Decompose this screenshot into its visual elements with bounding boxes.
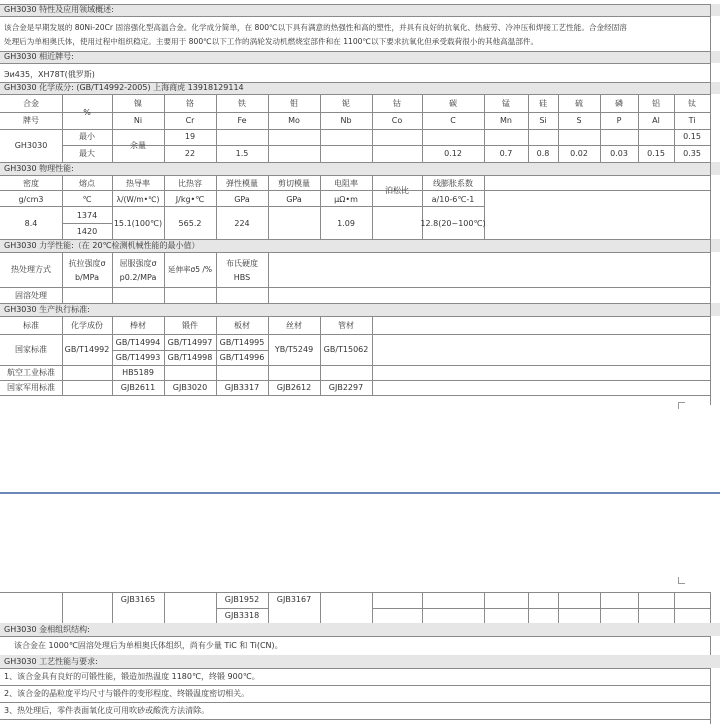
mech-header-tensile-a: 抗拉强度σ xyxy=(68,259,106,268)
std-military: 国家军用标准 xyxy=(7,383,55,392)
chem-max-ti: 0.35 xyxy=(683,149,701,158)
chem-header-cr: Cr xyxy=(185,116,195,125)
std-military-bar: GJB2611 xyxy=(120,383,156,392)
chem-max-p: 0.03 xyxy=(610,149,628,158)
chem-header-p-cn: 磷 xyxy=(615,99,623,108)
chem-max-cr: 22 xyxy=(184,149,196,158)
std-national: 国家标准 xyxy=(15,345,47,354)
chem-header-c-cn: 碳 xyxy=(449,99,457,108)
phys-header-poisson: 泊松比 xyxy=(385,186,409,195)
mech-header-heat-treatment: 热处理方式 xyxy=(11,265,51,274)
mech-header-yield-a: 屈服强度σ xyxy=(119,259,157,268)
chem-header-cr-cn: 铬 xyxy=(186,99,194,108)
page-corner-mark xyxy=(678,402,685,409)
phys-unit-resistivity: μΩ•m xyxy=(334,195,358,204)
section-title-physical: GH3030 物理性能: xyxy=(4,164,74,173)
std-military-wire: GJB2612 xyxy=(276,383,312,392)
chem-header-si: Si xyxy=(539,116,547,125)
chem-header-c: C xyxy=(450,116,456,125)
section-title-standards: GH3030 生产执行标准: xyxy=(4,305,90,314)
std-header-chemistry: 化学成份 xyxy=(71,321,103,330)
std-military-plate: GJB3317 xyxy=(224,383,260,392)
mech-header-elongation: 延伸率σ5 /% xyxy=(167,265,213,274)
std-military-tube: GJB2297 xyxy=(328,383,364,392)
std-national-bar-2: GB/T14993 xyxy=(115,353,161,362)
std-header-wire: 丝材 xyxy=(286,321,302,330)
std-aviation: 航空工业标准 xyxy=(7,368,55,377)
chem-grade: GH3030 xyxy=(14,141,48,150)
chem-header-fe-cn: 铁 xyxy=(238,99,246,108)
phys-unit-specific-heat: J/kg•℃ xyxy=(175,195,205,204)
chem-ni-balance: 余量 xyxy=(130,141,146,150)
chem-header-co: Co xyxy=(391,116,403,125)
process-item-1: 1、该合金具有良好的可锻性能，锻造加热温度 1180℃，终锻 900℃。 xyxy=(4,672,260,681)
phys-unit-density: g/cm3 xyxy=(18,195,44,204)
std-header-tube: 管材 xyxy=(338,321,354,330)
chem-min-label: 最小 xyxy=(79,132,95,141)
std-header-plate: 板材 xyxy=(234,321,250,330)
phys-header-specific-heat: 比热容 xyxy=(178,179,202,188)
cont-plate-1: GJB1952 xyxy=(224,595,260,604)
chem-header-percent: % xyxy=(83,108,91,117)
std-military-forge: GJB3020 xyxy=(172,383,208,392)
section-band xyxy=(0,655,720,668)
std-national-plate-1: GB/T14995 xyxy=(219,338,265,347)
chem-header-ni: Ni xyxy=(133,116,143,125)
phys-unit-shear: GPa xyxy=(286,195,302,204)
phys-header-expansion: 线膨胀系数 xyxy=(433,179,473,188)
chem-header-co-cn: 钴 xyxy=(393,99,401,108)
chem-header-s-cn: 硫 xyxy=(575,99,583,108)
mech-header-tensile-b: b/MPa xyxy=(74,273,100,282)
phys-header-conductivity: 热导率 xyxy=(126,179,150,188)
chem-header-mo: Mo xyxy=(288,116,300,125)
chem-header-al: Al xyxy=(652,116,660,125)
std-header-bar: 棒材 xyxy=(130,321,146,330)
section-title-microstructure: GH3030 金相组织结构: xyxy=(4,625,90,634)
cont-bar: GJB3165 xyxy=(120,595,156,604)
phys-unit-conductivity: λ/(W/m•℃) xyxy=(116,195,160,204)
phys-unit-melting: ℃ xyxy=(82,195,92,204)
chem-header-mn-cn: 锰 xyxy=(502,99,510,108)
phys-elastic: 224 xyxy=(234,219,250,228)
phys-expansion: 12.8(20~100℃) xyxy=(420,219,486,228)
std-national-tube: GB/T15062 xyxy=(323,345,369,354)
section-band xyxy=(0,51,720,63)
chem-header-al-cn: 铝 xyxy=(652,99,660,108)
chem-max-s: 0.02 xyxy=(570,149,588,158)
chem-min-ti: 0.15 xyxy=(683,132,701,141)
overview-line-2: 处理后为单相奥氏体，使用过程中组织稳定。主要用于 800℃以下工作的涡轮发动机燃烧室部件和在 1100℃以下要求抗氧化但承受载荷很小的其他高温部件。 xyxy=(4,37,539,46)
chem-header-ti: Ti xyxy=(688,116,696,125)
section-title-process: GH3030 工艺性能与要求: xyxy=(4,657,98,666)
phys-unit-expansion: a/10-6℃-1 xyxy=(431,195,475,204)
chem-header-fe: Fe xyxy=(237,116,247,125)
mech-solution-treatment: 固溶处理 xyxy=(15,291,47,300)
std-national-wire: YB/T5249 xyxy=(274,345,314,354)
chem-max-c: 0.12 xyxy=(444,149,462,158)
phys-header-elastic: 弹性模量 xyxy=(226,179,258,188)
page-separator xyxy=(0,492,720,494)
chem-header-p: P xyxy=(616,116,622,125)
std-national-forge-2: GB/T14998 xyxy=(167,353,213,362)
section-title-overview: GH3030 特性及应用领域概述: xyxy=(4,5,114,14)
std-national-chem: GB/T14992 xyxy=(64,345,110,354)
phys-header-density: 密度 xyxy=(23,179,39,188)
std-aviation-bar: HB5189 xyxy=(122,368,154,377)
chem-header-mo-cn: 钼 xyxy=(290,99,298,108)
chem-header-grade: 牌号 xyxy=(23,116,39,125)
document-page-2 xyxy=(0,577,720,724)
overview-line-1: 该合金是早期发展的 80Ni-20Cr 固溶强化型高温合金。化学成分简单，在 800℃以下具有满意的热强性和高的塑性，并具有良好的抗氧化、热疲劳、冷冲压和焊接工艺性能。合金经固溶 xyxy=(4,23,627,32)
section-title-mechanical: GH3030 力学性能:（在 20℃检测机械性能的最小值） xyxy=(4,241,200,250)
process-item-2: 2、该合金的晶粒度平均尺寸与锻件的变形程度、终锻温度密切相关。 xyxy=(4,689,250,698)
chem-max-fe: 1.5 xyxy=(235,149,249,158)
chem-header-alloy: 合金 xyxy=(23,99,39,108)
phys-unit-elastic: GPa xyxy=(234,195,250,204)
microstructure-text: 该合金在 1000℃固溶处理后为单相奥氏体组织，尚有少量 TiC 和 Ti(CN)。 xyxy=(14,641,283,650)
phys-header-shear: 剪切模量 xyxy=(278,179,310,188)
section-band xyxy=(0,623,720,636)
mech-header-hardness-b: HBS xyxy=(233,273,251,282)
phys-melt-1: 1374 xyxy=(76,211,98,220)
mech-header-hardness-a: 布氏硬度 xyxy=(226,259,258,268)
chem-header-s: S xyxy=(576,116,582,125)
phys-header-resistivity: 电阻率 xyxy=(334,179,358,188)
chem-header-si-cn: 硅 xyxy=(539,99,547,108)
std-header-forging: 锻件 xyxy=(182,321,198,330)
chem-min-cr: 19 xyxy=(184,132,196,141)
chem-header-ni-cn: 镍 xyxy=(134,99,142,108)
phys-conductivity: 15.1(100℃) xyxy=(113,219,163,228)
chem-header-nb-cn: 铌 xyxy=(342,99,350,108)
similar-grades-value: Эи435，XH78T(俄罗斯) xyxy=(4,70,95,79)
phys-melt-2: 1420 xyxy=(76,227,98,236)
phys-specific-heat: 565.2 xyxy=(178,219,202,228)
phys-density: 8.4 xyxy=(24,219,38,228)
section-band xyxy=(0,303,720,316)
cont-plate-2: GJB3318 xyxy=(224,611,260,620)
process-item-3: 3、热处理后，零件表面氧化皮可用吹砂或酸洗方法清除。 xyxy=(4,706,210,715)
chem-header-mn: Mn xyxy=(500,116,512,125)
chem-max-mn: 0.7 xyxy=(499,149,513,158)
section-band xyxy=(0,162,720,175)
std-national-plate-2: GB/T14996 xyxy=(219,353,265,362)
mech-header-yield-b: p0.2/MPa xyxy=(119,273,157,282)
phys-resistivity: 1.09 xyxy=(337,219,355,228)
chem-header-nb: Nb xyxy=(340,116,352,125)
std-national-forge-1: GB/T14997 xyxy=(167,338,213,347)
chem-header-ti-cn: 钛 xyxy=(688,99,696,108)
std-national-bar-1: GB/T14994 xyxy=(115,338,161,347)
page-corner-mark xyxy=(678,577,685,584)
chem-max-al: 0.15 xyxy=(647,149,665,158)
std-header-standard: 标准 xyxy=(23,321,39,330)
section-title-similar-grades: GH3030 相近牌号: xyxy=(4,52,74,61)
section-title-chemistry: GH3030 化学成分: (GB/T14992-2005) 上海商虎 13918129114 xyxy=(4,83,244,92)
phys-header-melting: 熔点 xyxy=(79,179,95,188)
chem-max-label: 最大 xyxy=(79,149,95,158)
chem-max-si: 0.8 xyxy=(536,149,550,158)
cont-wire: GJB3167 xyxy=(276,595,312,604)
